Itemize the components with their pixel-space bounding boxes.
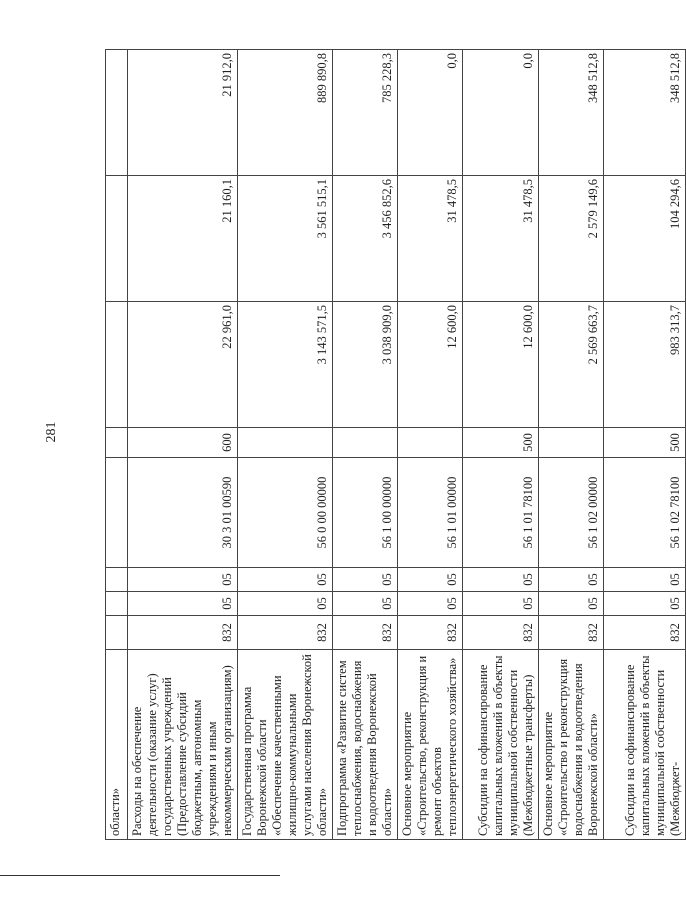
value-2020-cell: 31 478,5 bbox=[463, 176, 539, 302]
rz-cell: 05 bbox=[238, 592, 333, 616]
value-2020-cell bbox=[106, 176, 128, 302]
pr-cell: 05 bbox=[128, 568, 238, 592]
csr-cell: 56 0 00 00000 bbox=[238, 458, 333, 568]
value-2020-cell: 3 561 515,1 bbox=[238, 176, 333, 302]
value-2019-cell: 983 313,7 bbox=[604, 302, 686, 428]
value-2021-cell: 889 890,8 bbox=[238, 50, 333, 176]
pr-cell: 05 bbox=[398, 568, 463, 592]
value-2021-cell bbox=[106, 50, 128, 176]
rz-cell: 05 bbox=[333, 592, 398, 616]
value-2019-cell: 3 038 909,0 bbox=[333, 302, 398, 428]
vr-cell bbox=[333, 428, 398, 458]
pr-cell: 05 bbox=[604, 568, 686, 592]
pr-cell: 05 bbox=[539, 568, 604, 592]
row-name: Государственная программа Воронежской области «Обеспечение качественными жилищно-коммунальными услугами населения Воронежской области» bbox=[238, 650, 333, 840]
rz-cell bbox=[106, 592, 128, 616]
vr-cell bbox=[539, 428, 604, 458]
value-2020-cell: 21 160,1 bbox=[128, 176, 238, 302]
csr-cell: 56 1 01 00000 bbox=[398, 458, 463, 568]
table-row bbox=[106, 50, 128, 840]
csr-cell: 56 1 01 78100 bbox=[463, 458, 539, 568]
grbs-cell: 832 bbox=[238, 616, 333, 650]
rz-cell: 05 bbox=[604, 592, 686, 616]
row-name: Субсидии на софинансирование капитальных вложений в объекты муниципальной собственности (Межбюджет- bbox=[604, 650, 686, 840]
table-row bbox=[398, 50, 463, 840]
grbs-cell: 832 bbox=[604, 616, 686, 650]
row-name: области» bbox=[106, 650, 128, 840]
table-row bbox=[604, 50, 686, 840]
page-number: 281 bbox=[44, 421, 59, 443]
csr-cell: 56 1 00 00000 bbox=[333, 458, 398, 568]
table-row bbox=[463, 50, 539, 840]
grbs-cell: 832 bbox=[128, 616, 238, 650]
value-2020-cell: 3 456 852,6 bbox=[333, 176, 398, 302]
row-name: Основное мероприятие «Строительство и реконструкция водоснабжения и водоотведения Воронежской области» bbox=[539, 650, 604, 840]
value-2019-cell bbox=[106, 302, 128, 428]
value-2019-cell: 12 600,0 bbox=[463, 302, 539, 428]
rz-cell: 05 bbox=[398, 592, 463, 616]
value-2021-cell: 21 912,0 bbox=[128, 50, 238, 176]
table-row bbox=[128, 50, 238, 840]
value-2019-cell: 2 569 663,7 bbox=[539, 302, 604, 428]
value-2021-cell: 348 512,8 bbox=[539, 50, 604, 176]
row-name: Расходы на обеспечение деятельности (оказание услуг) государственных учреждений (Предоставление субсидий бюджетным, автономным учреждениям и иным некоммерческим организациям) bbox=[128, 650, 238, 840]
csr-cell: 30 3 01 00590 bbox=[128, 458, 238, 568]
grbs-cell: 832 bbox=[398, 616, 463, 650]
table-row bbox=[333, 50, 398, 840]
value-2021-cell: 348 512,8 bbox=[604, 50, 686, 176]
vr-cell: 500 bbox=[604, 428, 686, 458]
pr-cell: 05 bbox=[238, 568, 333, 592]
table-row bbox=[238, 50, 333, 840]
csr-cell bbox=[106, 458, 128, 568]
grbs-cell bbox=[106, 616, 128, 650]
table-row bbox=[539, 50, 604, 840]
grbs-cell: 832 bbox=[463, 616, 539, 650]
vr-cell: 500 bbox=[463, 428, 539, 458]
grbs-cell: 832 bbox=[539, 616, 604, 650]
value-2020-cell: 31 478,5 bbox=[398, 176, 463, 302]
rz-cell: 05 bbox=[128, 592, 238, 616]
value-2019-cell: 22 961,0 bbox=[128, 302, 238, 428]
vr-cell bbox=[106, 428, 128, 458]
row-name: Подпрограмма «Развитие систем теплоснабжения, водоснабжения и водоотведения Воронежской области» bbox=[333, 650, 398, 840]
pr-cell: 05 bbox=[333, 568, 398, 592]
csr-cell: 56 1 02 78100 bbox=[604, 458, 686, 568]
rz-cell: 05 bbox=[539, 592, 604, 616]
budget-table bbox=[105, 50, 682, 840]
value-2019-cell: 12 600,0 bbox=[398, 302, 463, 428]
vr-cell bbox=[398, 428, 463, 458]
scan-artifact-line bbox=[0, 875, 280, 876]
value-2020-cell: 104 294,6 bbox=[604, 176, 686, 302]
csr-cell: 56 1 02 00000 bbox=[539, 458, 604, 568]
value-2019-cell: 3 143 571,5 bbox=[238, 302, 333, 428]
pr-cell: 05 bbox=[463, 568, 539, 592]
grbs-cell: 832 bbox=[333, 616, 398, 650]
vr-cell: 600 bbox=[128, 428, 238, 458]
value-2021-cell: 0,0 bbox=[463, 50, 539, 176]
value-2021-cell: 785 228,3 bbox=[333, 50, 398, 176]
pr-cell bbox=[106, 568, 128, 592]
row-name: Основное мероприятие «Строительство, реконструкция и ремонт объектов теплоэнергетического хозяйства» bbox=[398, 650, 463, 840]
row-name: Субсидии на софинансирование капитальных вложений в объекты муниципальной собственности (Межбюджетные трансферты) bbox=[463, 650, 539, 840]
value-2021-cell: 0,0 bbox=[398, 50, 463, 176]
value-2020-cell: 2 579 149,6 bbox=[539, 176, 604, 302]
rz-cell: 05 bbox=[463, 592, 539, 616]
vr-cell bbox=[238, 428, 333, 458]
